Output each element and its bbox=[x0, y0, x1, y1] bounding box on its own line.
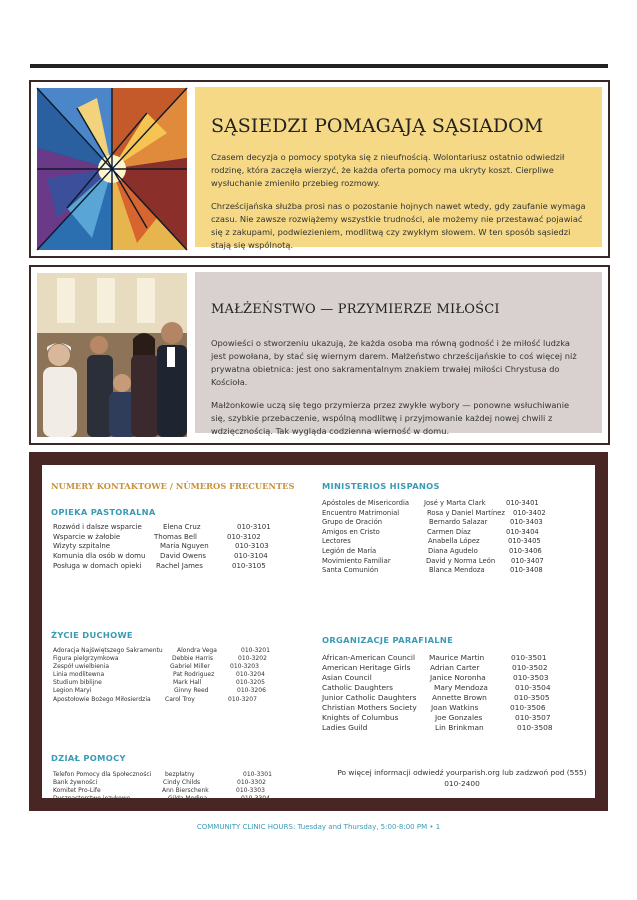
article-paragraph: Czasem decyzja o pomocy spotyka się z nieufnością. Wolontariusz ostatnio odwiedził rodzinę, która zaczęła wierzyć, że każda oferta pomocy ma ukryty koszt. Cierpliwe wysłuchanie zmieniło przebieg rozmowy. bbox=[211, 152, 565, 188]
wedding-guests-image bbox=[37, 273, 187, 437]
article-text-panel bbox=[195, 272, 602, 436]
article-text-panel bbox=[195, 87, 602, 250]
section-heading-spiritual: ŻYCIE DUCHOWE bbox=[51, 630, 133, 640]
list-item: Studium biblijne Mark Hall 010-3205 bbox=[53, 679, 265, 687]
list-item: American Heritage Girls Adrian Carter 010-3502 bbox=[322, 663, 548, 672]
list-item: Christian Mothers Society Joan Watkins 010-3506 bbox=[322, 703, 546, 712]
list-item: Apóstoles de Misericordia José y Marta Clark 010-3401 bbox=[322, 499, 539, 507]
list-item: Wizyty szpitalne Maria Nguyen 010-3103 bbox=[53, 542, 269, 551]
list-item: Legion Maryi Ginny Reed 010-3206 bbox=[53, 687, 266, 695]
list-item: Encuentro Matrimonial Rosa y Daniel Martínez 010-3402 bbox=[322, 508, 546, 517]
list-item: Komitet Pro-Life Ann Bierschenk 010-3303 bbox=[53, 787, 265, 795]
directory-panel bbox=[42, 465, 595, 803]
directory-title: NUMERY KONTAKTOWE / NÚMEROS FRECUENTES bbox=[51, 481, 295, 491]
list-item: Duszpasterstwo językowe Gilda Medina 010-3304 bbox=[53, 795, 270, 803]
hispanic-list bbox=[322, 499, 592, 576]
article-card-neighbors bbox=[29, 80, 610, 258]
list-item: Catholic Daughters Mary Mendoza 010-3504 bbox=[322, 683, 551, 692]
spiritual-list bbox=[51, 647, 311, 704]
contact-directory bbox=[29, 452, 608, 811]
list-item: Zespół uwielbienia Gabriel Miller 010-3203 bbox=[53, 663, 259, 671]
list-item: Legión de María Diana Agudelo 010-3406 bbox=[322, 546, 542, 555]
list-item: Asian Council Janice Noronha 010-3503 bbox=[322, 673, 549, 682]
list-item: Amigos en Cristo Carmen Díaz 010-3404 bbox=[322, 527, 539, 536]
list-item: Telefon Pomocy dla Społeczności bezpłatny 010-3301 bbox=[53, 771, 272, 778]
list-item: Movimiento Familiar David y Norma León 010-3407 bbox=[322, 556, 544, 565]
list-item: Grupo de Oración Bernardo Salazar 010-3403 bbox=[322, 518, 543, 527]
directory-footer-note: Po więcej informacji odwiedź yourparish.org lub zadzwoń pod (555) 010-2400 bbox=[337, 768, 587, 788]
section-heading-parish: ORGANIZACJE PARAFIALNE bbox=[322, 635, 454, 645]
list-item: Ladies Guild Lin Brinkman 010-3508 bbox=[322, 723, 553, 732]
help-list bbox=[51, 771, 311, 803]
list-item: Linia modlitewna Pat Rodriguez 010-3204 bbox=[53, 671, 265, 679]
list-item: Bank żywności Cindy Childs 010-3302 bbox=[53, 779, 266, 787]
stained-glass-image bbox=[37, 88, 187, 250]
article-paragraph: Chrześcijańska służba prosi nas o pozostanie hojnych nawet wtedy, gdy zaufanie wymaga czasu. Nie zawsze rozwiążemy wszystkie trudności, ale możemy nie przestawać pojawiać się z zakupami, podwiezieniem, modlitwą czy zwykłym słowem. W ten sposób sąsiedzi stają się wspólnotą. bbox=[211, 201, 586, 250]
article-paragraph: Małżonkowie uczą się tego przymierza przez zwykłe wybory — ponowne wsłuchiwanie się, szybkie przebaczenie, wspólną modlitwę i przyjmowanie każdej nowej chwili z wdzięcznością. Tak wygląda codzienna wierność w domu. bbox=[211, 400, 570, 436]
top-rule bbox=[30, 64, 608, 68]
list-item: Knights of Columbus Joe Gonzales 010-3507 bbox=[322, 713, 551, 722]
section-heading-pastoral: OPIEKA PASTORALNA bbox=[51, 507, 156, 517]
section-heading-hispanic: MINISTERIOS HISPANOS bbox=[322, 481, 440, 491]
list-item: Adoracja Najświętszego Sakramentu Alondra Vega 010-3201 bbox=[53, 647, 270, 654]
parish-list bbox=[322, 653, 592, 733]
directory-left-column bbox=[51, 481, 311, 803]
list-item: Rozwód i dalsze wsparcie Elena Cruz 010-3101 bbox=[53, 523, 271, 531]
section-heading-help: DZIAŁ POMOCY bbox=[51, 753, 126, 763]
list-item: African-American Council Maurice Martin 010-3501 bbox=[322, 653, 547, 662]
list-item: Posługa w domach opieki Rachel James 010-3105 bbox=[53, 561, 266, 570]
article-title: SĄSIEDZI POMAGAJĄ SĄSIADOM bbox=[211, 115, 544, 137]
article-title: MAŁŻEŃSTWO — PRZYMIERZE MIŁOŚCI bbox=[211, 302, 500, 317]
directory-right-column bbox=[322, 481, 592, 732]
list-item: Figura pielgrzymkowa Debbie Harris 010-3202 bbox=[53, 655, 267, 663]
list-item: Wsparcie w żałobie Thomas Bell 010-3102 bbox=[53, 532, 261, 541]
clinic-hours-note: COMMUNITY CLINIC HOURS: Tuesday and Thursday, 5:00-8:00 PM • 1 bbox=[196, 823, 441, 831]
list-item: Santa Comunión Blanca Mendoza 010-3408 bbox=[322, 566, 543, 575]
list-item: Lectores Anabella López 010-3405 bbox=[322, 537, 541, 546]
article-paragraph: Opowieści o stworzeniu ukazują, że każda osoba ma równą godność i że miłość ludzka jest powołana, by stać się wiernym darem. Małżeństwo chrześcijańskie to coś więcej niż prywatna obietnica: jest ono sakramentalnym znakiem trwałej miłości Chrystusa do Kościoła. bbox=[211, 338, 577, 387]
list-item: Junior Catholic Daughters Annette Brown 010-3505 bbox=[322, 693, 550, 702]
list-item: Apostołowie Bożego Miłosierdzia Carol Troy 010-3207 bbox=[53, 695, 257, 703]
article-card-marriage bbox=[29, 265, 610, 445]
pastoral-list bbox=[51, 523, 311, 571]
list-item: Komunia dla osób w domu David Owens 010-3104 bbox=[53, 552, 268, 561]
